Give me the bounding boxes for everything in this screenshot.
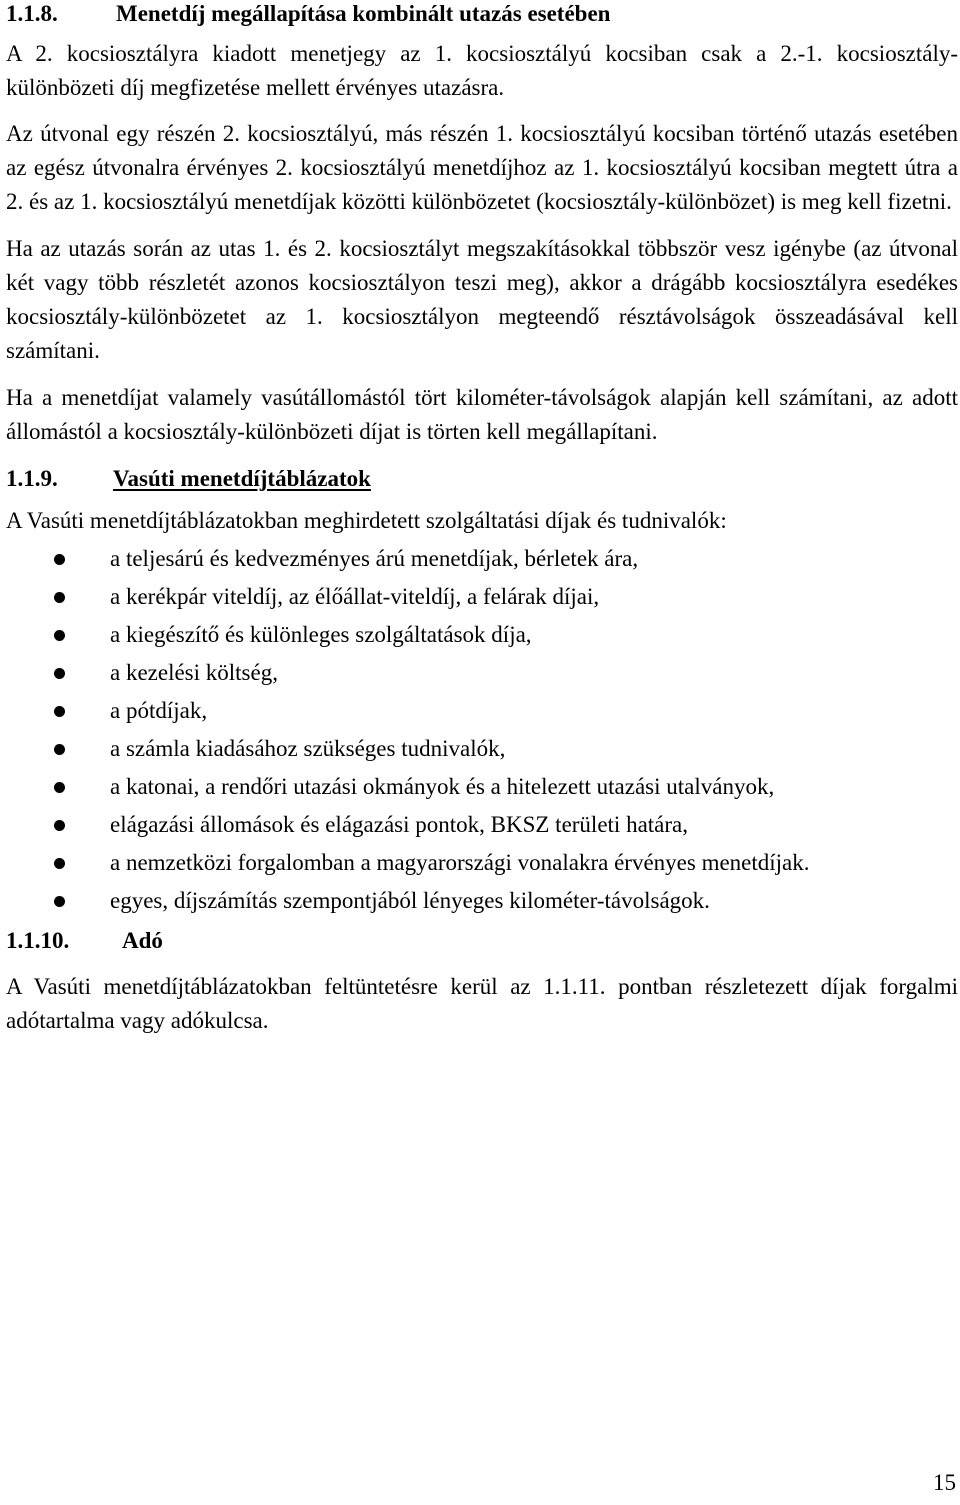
bullet-icon (54, 592, 65, 603)
list-item (6, 770, 958, 804)
paragraph: Ha a menetdíjat valamely vasútállomástól tört kilométer-távolságok alapján kell számítani, az adott állomástól a kocsiosztály-különbözeti díjat is törten kell megállapítani. (6, 385, 958, 444)
bullet-icon (54, 782, 65, 793)
list-item-text: a kiegészítő és különleges szolgáltatások díja, (110, 622, 532, 647)
list-item-text: a kezelési költség, (110, 660, 278, 685)
page-number: 15 (933, 1470, 956, 1495)
list-item-text: a kerékpár viteldíj, az élőállat-viteldíj, a felárak díjai, (110, 584, 600, 609)
section-heading-1-1-10 (6, 924, 958, 958)
bullet-icon (54, 820, 65, 831)
list-item (6, 694, 958, 728)
bullet-icon (54, 630, 65, 641)
section-number: 1.1.10. (6, 928, 70, 953)
section-number: 1.1.8. (6, 1, 58, 26)
bullet-icon (54, 706, 65, 717)
paragraph: Ha az utazás során az utas 1. és 2. kocsiosztályt megszakításokkal többször vesz igénybe (az útvonal két vagy több részletét azonos kocsiosztályon teszi meg), akkor a drágább kocsiosztályra esedékes kocsiosztály-különbözetet az 1. kocsiosztályon megteendő résztávolságok összeadásával kell számítani. (6, 236, 958, 363)
section-heading-1-1-8 (6, 0, 958, 31)
list-item-text: a katonai, a rendőri utazási okmányok és a hitelezett utazási utalványok, (110, 774, 775, 799)
list-item-text: a pótdíjak, (110, 698, 208, 723)
paragraph: A Vasúti menetdíjtáblázatokban feltüntetésre kerül az 1.1.11. pontban részletezett díjak forgalmi adótartalma vagy adókulcsa. (6, 974, 958, 1033)
list-intro: A Vasúti menetdíjtáblázatokban meghirdetett szolgáltatási díjak és tudnivalók: (6, 508, 727, 533)
bullet-icon (54, 858, 65, 869)
list-item (6, 618, 958, 652)
bullet-list (6, 542, 958, 918)
section-number: 1.1.9. (6, 466, 58, 491)
list-item (6, 542, 958, 576)
list-item-text: a számla kiadásához szükséges tudnivalók, (110, 736, 506, 761)
paragraph: Az útvonal egy részén 2. kocsiosztályú, más részén 1. kocsiosztályú kocsiban történő utazás esetében az egész útvonalra érvényes 2. kocsiosztályú menetdíjhoz az 1. kocsiosztályú kocsiban megtett útra a 2. és az 1. kocsiosztályú menetdíjak közötti különbözetet (kocsiosztály-különbözet) is meg kell fizetni. (6, 121, 958, 214)
section-title: Menetdíj megállapítása kombinált utazás esetében (116, 1, 611, 26)
list-item (6, 884, 958, 918)
section-heading-1-1-9 (6, 462, 958, 496)
list-item (6, 846, 958, 880)
list-item (6, 732, 958, 766)
list-item (6, 580, 958, 614)
list-item-text: a teljesárú és kedvezményes árú menetdíjak, bérletek ára, (110, 546, 639, 571)
section-title: Adó (122, 928, 163, 953)
bullet-icon (54, 554, 65, 565)
section-title: Vasúti menetdíjtáblázatok (113, 466, 371, 491)
page-content (6, 0, 958, 1051)
list-item (6, 808, 958, 842)
bullet-icon (54, 668, 65, 679)
list-item (6, 656, 958, 690)
list-item-text: a nemzetközi forgalomban a magyarországi vonalakra érvényes menetdíjak. (110, 850, 810, 875)
bullet-icon (54, 744, 65, 755)
bullet-icon (54, 896, 65, 907)
list-item-text: egyes, díjszámítás szempontjából lényeges kilométer-távolságok. (110, 888, 710, 913)
list-item-text: elágazási állomások és elágazási pontok, BKSZ területi határa, (110, 812, 688, 837)
paragraph: A 2. kocsiosztályra kiadott menetjegy az 1. kocsiosztályú kocsiban csak a 2.-1. kocsiosztály-különbözeti díj megfizetése mellett érvényes utazásra. (6, 41, 958, 100)
